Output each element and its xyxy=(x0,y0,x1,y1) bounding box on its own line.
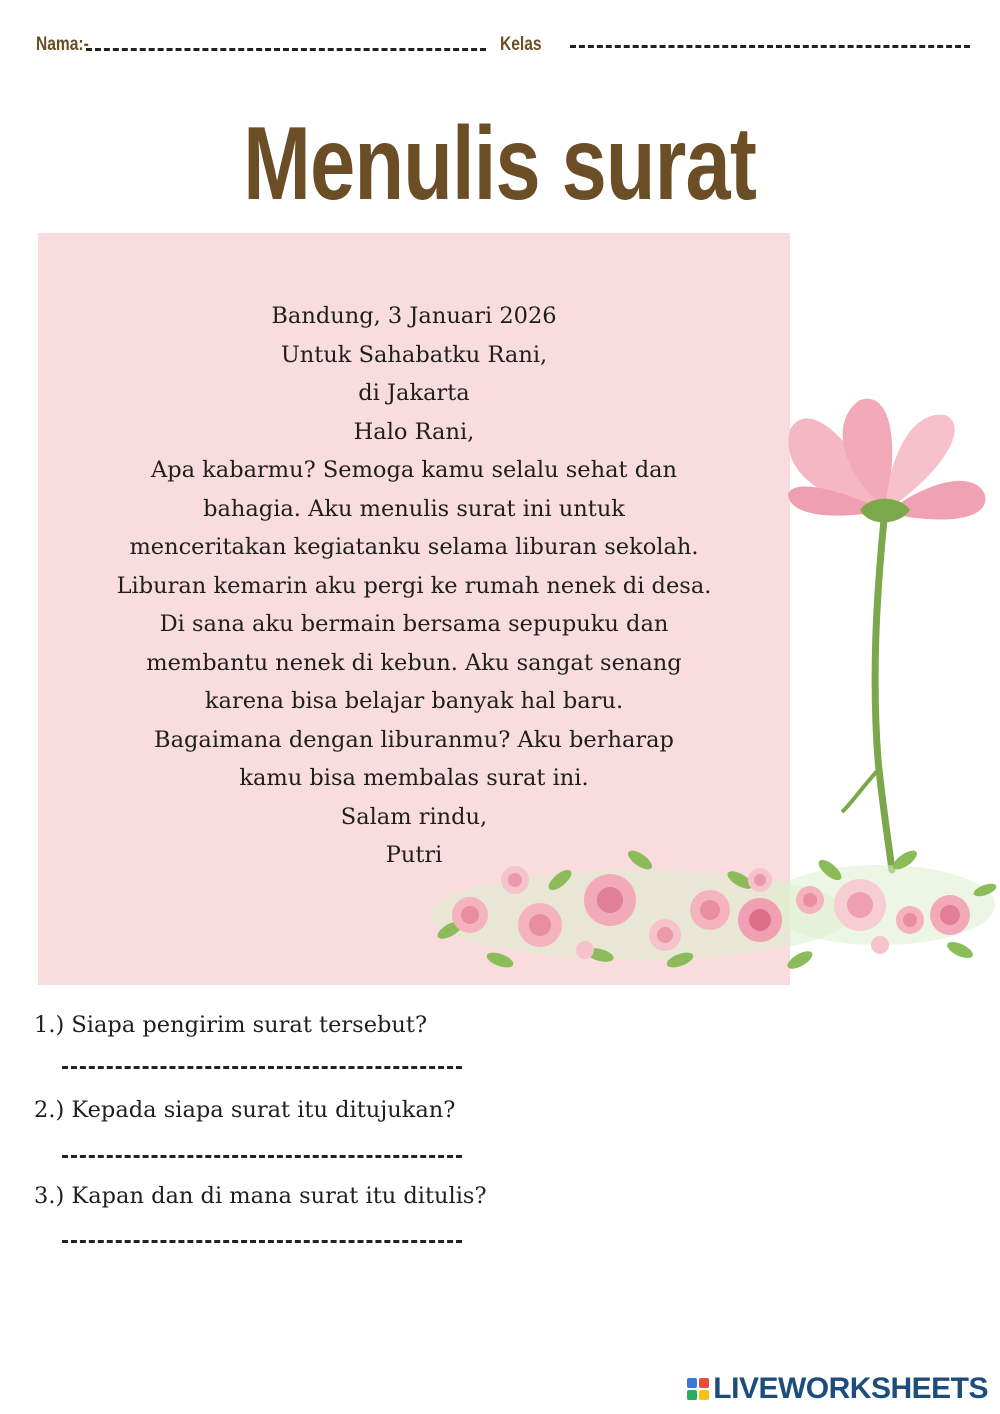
letter-line: Bandung, 3 Januari 2026 xyxy=(271,303,557,329)
question-1: 1.) Siapa pengirim surat tersebut? xyxy=(34,1012,428,1038)
letter-body xyxy=(38,297,790,875)
liveworksheets-brand xyxy=(687,1372,988,1406)
question-2: 2.) Kepada siapa surat itu ditujukan? xyxy=(34,1097,456,1123)
question-3: 3.) Kapan dan di mana surat itu ditulis? xyxy=(34,1183,487,1209)
name-label: Nama:- xyxy=(36,34,89,55)
letter-line: Salam rindu, xyxy=(340,803,488,830)
letter-line: Liburan kemarin aku pergi ke rumah nenek di desa. xyxy=(116,572,712,599)
letter-line: bahagia. Aku menulis surat ini untuk xyxy=(203,495,625,522)
letter-line: Apa kabarmu? Semoga kamu selalu sehat dan xyxy=(150,457,678,483)
letter-line: Putri xyxy=(385,842,443,868)
letter-line: Halo Rani, xyxy=(353,418,475,445)
letter-line: Bagaimana dengan liburanmu? Aku berharap xyxy=(154,726,674,753)
brand-name: LIVEWORKSHEETS xyxy=(713,1372,988,1405)
class-label: Kelas xyxy=(500,34,542,55)
letter-line: Untuk Sahabatku Rani, xyxy=(280,341,548,368)
answer-line-2[interactable] xyxy=(62,1155,462,1158)
letter-line: di Jakarta xyxy=(358,380,470,406)
liveworksheets-logo-icon xyxy=(687,1378,709,1400)
letter-line: Di sana aku bermain bersama sepupuku dan xyxy=(159,611,669,637)
letter-line: kamu bisa membalas surat ini. xyxy=(239,765,589,791)
letter-line: membantu nenek di kebun. Aku sangat senang xyxy=(146,649,682,676)
letter-line: menceritakan kegiatanku selama liburan sekolah. xyxy=(129,534,699,560)
answer-line-1[interactable] xyxy=(62,1066,462,1069)
letter-line: karena bisa belajar banyak hal baru. xyxy=(204,688,624,714)
page-title-text: Menulis surat xyxy=(243,106,757,222)
answer-line-3[interactable] xyxy=(62,1240,462,1243)
